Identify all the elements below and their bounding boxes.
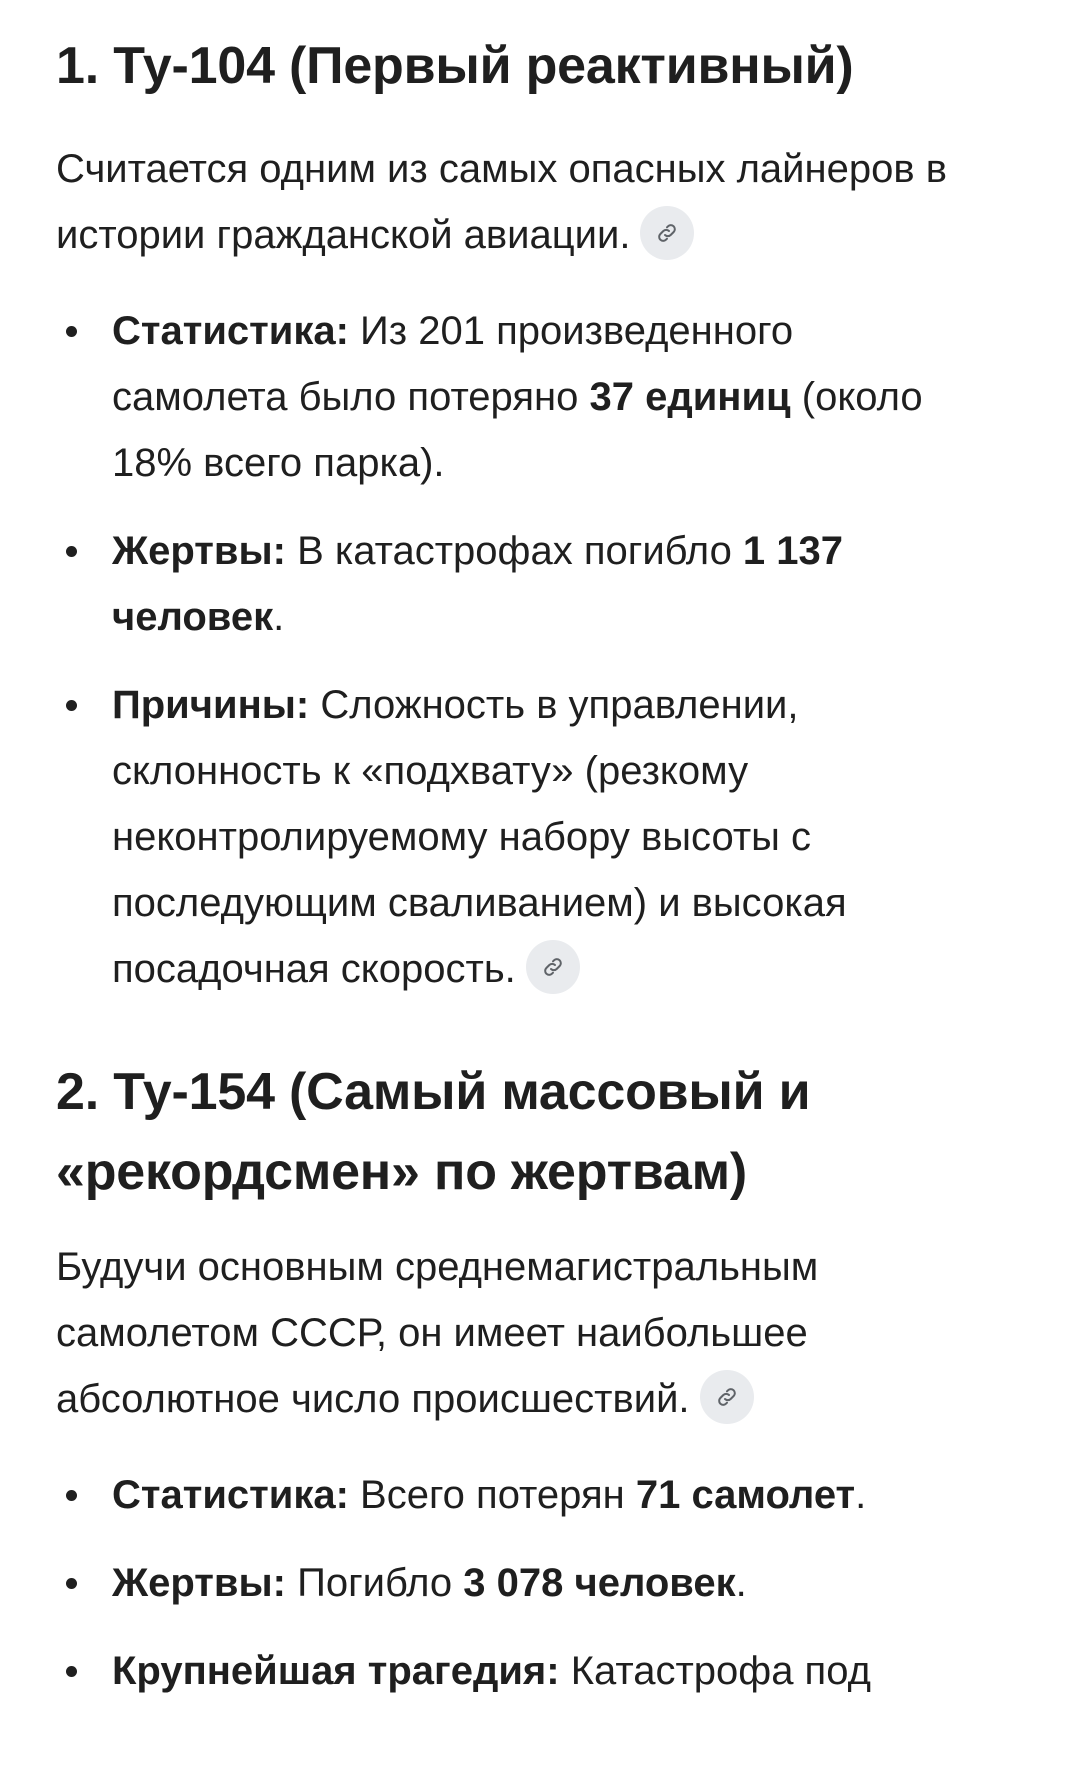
- section-intro-tu154: [56, 1234, 956, 1432]
- tu154-facts-list: [56, 1462, 1036, 1704]
- bullet-text: .: [273, 595, 285, 639]
- source-link-button[interactable]: [640, 206, 694, 260]
- bullet-label: Статистика:: [112, 309, 349, 353]
- bullet-text: .: [735, 1561, 747, 1605]
- heading-line: «рекордсмен» по жертвам): [56, 1143, 748, 1201]
- bullet-label: Статистика:: [112, 1473, 349, 1517]
- bullet-label: Причины:: [112, 683, 310, 727]
- source-link-button[interactable]: [700, 1370, 754, 1424]
- link-icon: [541, 955, 565, 979]
- list-item: [56, 518, 972, 650]
- bullet-bold: 71 самолет: [635, 1473, 856, 1517]
- bullet-bold: 1 137 человек: [112, 529, 844, 639]
- section-heading-tu104: 1. Ту-104 (Первый реактивный): [56, 37, 854, 95]
- intro-text: Считается одним из самых опасных лайнеров в истории гражданской авиации.: [56, 147, 947, 257]
- bullet-text: (около 18% всего парка).: [112, 375, 923, 485]
- section-heading-tu154: [56, 1052, 1036, 1212]
- bullet-label: Жертвы:: [112, 1561, 286, 1605]
- bullet-text: Всего потерян: [348, 1473, 636, 1517]
- link-icon: [655, 221, 679, 245]
- link-icon: [715, 1385, 739, 1409]
- list-item: [56, 1638, 1012, 1704]
- bullet-text: Сложность в управлении, склонность к «подхвату» (резкому неконтролируемому набору высоты с последующим сваливанием) и высокая посадочная скорость.: [112, 683, 847, 991]
- list-item: [56, 298, 972, 496]
- source-link-button[interactable]: [526, 940, 580, 994]
- bullet-text: Катастрофа под: [559, 1649, 871, 1693]
- bullet-label: Жертвы:: [112, 529, 286, 573]
- bullet-text: .: [855, 1473, 867, 1517]
- section-intro-tu104: [56, 136, 1036, 268]
- bullet-text: Из 201 произведенного самолета было потеряно: [112, 309, 794, 419]
- list-item: [56, 1550, 1012, 1616]
- bullet-bold: 37 единиц: [589, 375, 791, 419]
- bullet-text: В катастрофах погибло: [285, 529, 743, 573]
- tu104-facts-list: [56, 298, 1036, 1002]
- heading-line: 2. Ту-154 (Самый массовый и: [56, 1063, 811, 1121]
- list-item: [56, 672, 972, 1002]
- list-item: [56, 1462, 1012, 1528]
- bullet-label: Крупнейшая трагедия:: [112, 1649, 560, 1693]
- intro-text: Будучи основным среднемагистральным самолетом СССР, он имеет наибольшее абсолютное число происшествий.: [56, 1245, 819, 1421]
- answer-content: [56, 26, 1036, 1704]
- bullet-text: Погибло: [285, 1561, 464, 1605]
- bullet-bold: 3 078 человек: [463, 1561, 736, 1605]
